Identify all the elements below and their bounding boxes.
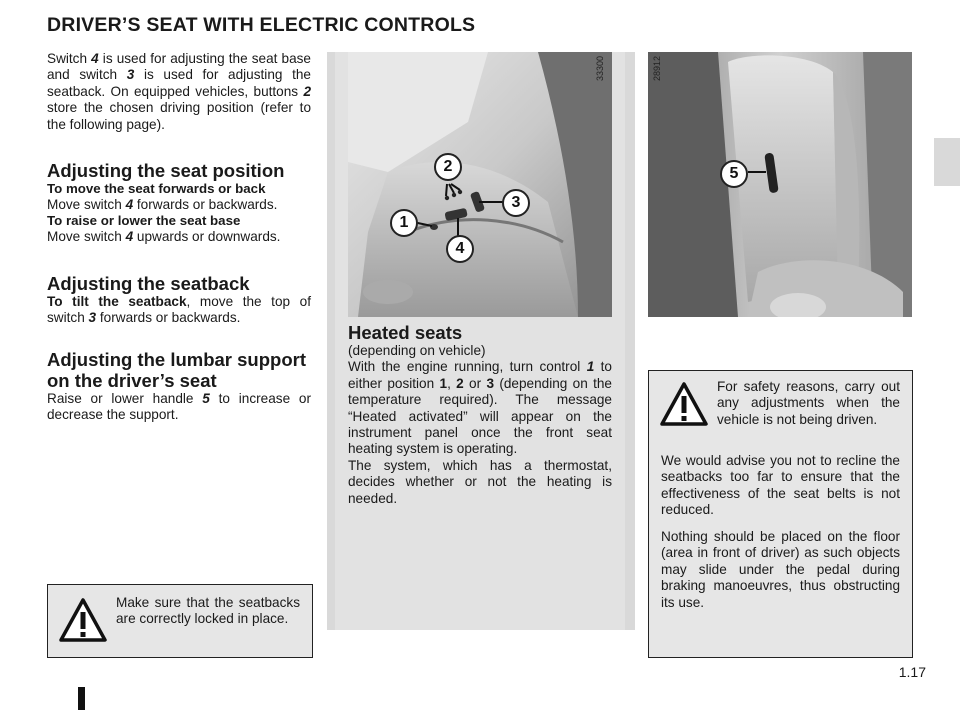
column-divider (327, 52, 335, 630)
heated-seats-text: With the engine running, turn control 1 to either position 1, 2 or 3 (depending on the temperature required). The message “Heated activated” will appear on the instrument panel once the front seat heating system is operating. (348, 359, 612, 457)
figure-code: 28912 (652, 56, 662, 82)
safety-warning-box (648, 370, 913, 658)
page-corner-mark (78, 687, 85, 710)
callout-2: 2 (434, 153, 462, 181)
callout-4: 4 (446, 235, 474, 263)
section-heading: Heated seats (348, 322, 463, 343)
instruction-text: Move switch 4 upwards or downwards. (47, 229, 281, 245)
instruction-text: To tilt the seatback, move the top of switch 3 forwards or backwards. (47, 294, 311, 326)
figure-code: 33300 (595, 56, 605, 82)
column-divider (625, 52, 635, 630)
section-tab-marker (934, 138, 960, 186)
warning-triangle-icon (659, 381, 709, 427)
lumbar-handle-photo (648, 52, 912, 317)
callout-3: 3 (502, 189, 530, 217)
thermostat-text: The system, which has a thermostat, decides whether or not the heating is needed. (348, 457, 612, 506)
warning-text: We would advise you not to recline the seatbacks too far to ensure that the effectiveness of the seat belts is not reduced. (661, 453, 900, 518)
seat-position-section (47, 160, 311, 246)
availability-note: (depending on vehicle) (348, 343, 486, 358)
instruction-text: Raise or lower handle 5 to increase or decrease the support. (47, 391, 311, 423)
intro-paragraph: Switch 4 is used for adjusting the seat base and switch 3 is used for adjusting the seatback. On equipped vehicles, buttons 2 store the chosen driving position (refer to the following page). (47, 51, 311, 132)
subheading: To move the seat forwards or back (47, 181, 266, 196)
intro-section (47, 51, 311, 133)
instruction-text: Move switch 4 forwards or backwards. (47, 197, 278, 212)
page-title: DRIVER’S SEAT WITH ELECTRIC CONTROLS (47, 14, 476, 36)
subheading: To raise or lower the seat base (47, 213, 241, 229)
warning-text: Make sure that the seatbacks are correctly locked in place. (116, 595, 300, 627)
seatback-section (47, 273, 311, 327)
section-heading: Adjusting the seatback (47, 273, 250, 294)
warning-triangle-icon (58, 597, 108, 643)
lumbar-section (47, 349, 311, 424)
warning-text: For safety reasons, carry out any adjustments when the vehicle is not being driven. (717, 379, 900, 427)
section-heading: Adjusting the lumbar support on the driver’s seat (47, 349, 306, 391)
heated-seats-section (348, 322, 612, 507)
warning-text: Nothing should be placed on the floor (area in front of driver) as such objects may slide under the pedal during braking manoeuvres, thus obstructing its use. (661, 529, 900, 610)
warning-box (47, 584, 313, 658)
callout-5: 5 (720, 160, 748, 188)
seat-controls-photo (348, 52, 612, 317)
callout-1: 1 (390, 209, 418, 237)
section-heading: Adjusting the seat position (47, 160, 285, 181)
page-number: 1.17 (898, 664, 926, 680)
